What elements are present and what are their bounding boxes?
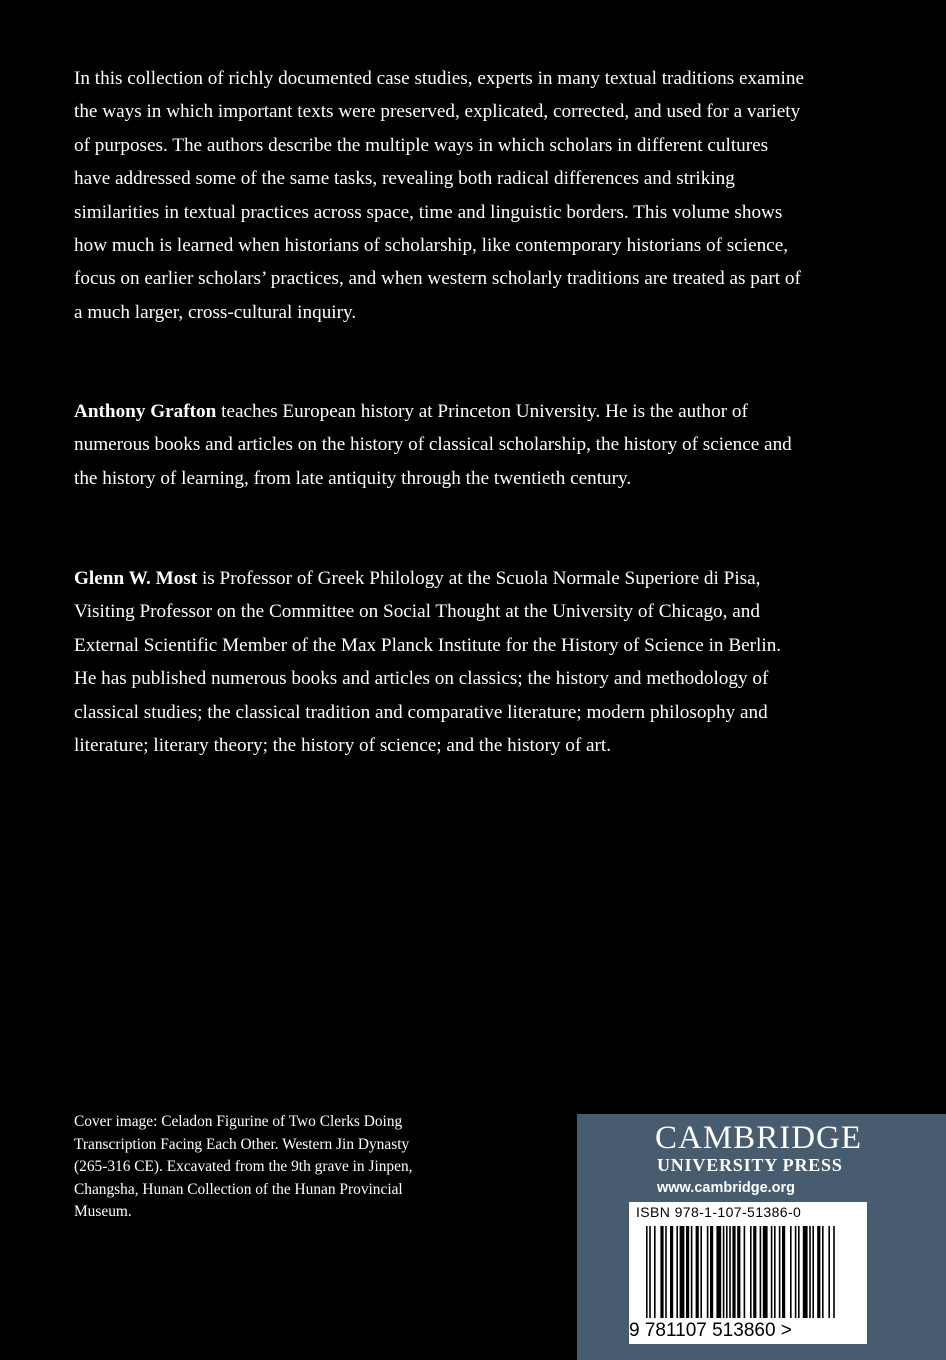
barcode-bar [646, 1226, 648, 1318]
author-name-grafton: Anthony Grafton [74, 401, 217, 422]
barcode-bar [670, 1226, 673, 1318]
barcode-bar [779, 1226, 781, 1318]
barcode-bar [753, 1226, 756, 1318]
barcode-bar [750, 1226, 752, 1318]
barcode-bar [686, 1226, 689, 1318]
barcode-bar [723, 1226, 725, 1318]
author-name-most: Glenn W. Most [74, 568, 198, 589]
isbn-label: ISBN 978-1-107-51386-0 [636, 1204, 802, 1220]
barcode-bar [665, 1226, 667, 1318]
barcode-bar [729, 1226, 731, 1318]
barcode-bar [676, 1226, 678, 1318]
barcode-bar [726, 1226, 728, 1318]
barcode-digit-text: 9 781107 513860 > [629, 1320, 792, 1341]
barcode-box [629, 1202, 867, 1344]
barcode-bar [696, 1226, 699, 1318]
cover-image-credit: Cover image: Celadon Figurine of Two Clerks Doing Transcription Facing Each Other. Western Jin Dynasty (265-316 CE). Excavated from the 9th grave in Jinpen, Changsha, Hunan Collection of the Hunan Provincial Museum. [74, 1113, 413, 1221]
barcode-bar [812, 1226, 814, 1318]
barcode-bar [798, 1226, 800, 1318]
barcode-bar [654, 1226, 656, 1318]
barcode-bar [790, 1226, 792, 1318]
publisher-logo-name: CAMBRIDGE [655, 1120, 863, 1156]
publisher-website: www.cambridge.org [657, 1180, 796, 1196]
barcode-bar [707, 1226, 709, 1318]
barcode-bar [809, 1226, 811, 1318]
barcode-bar [828, 1226, 830, 1318]
barcode-bar [803, 1226, 808, 1318]
barcode-bar [710, 1226, 713, 1318]
publisher-logo-subname: UNIVERSITY PRESS [657, 1155, 843, 1175]
barcode-bar [691, 1226, 693, 1318]
barcode-bar [700, 1226, 702, 1318]
barcode-bar [732, 1226, 735, 1318]
barcode-bar [817, 1226, 820, 1318]
author-bio-grafton [74, 395, 804, 495]
publisher-panel [577, 1114, 946, 1360]
book-description: In this collection of richly documented case studies, experts in many textual traditions examine the ways in which important texts were preserved, explicated, corrected, and used for a variety of purposes. The authors describe the multiple ways in which scholars in different cultures have addressed some of the same tasks, revealing both radical differences and striking similarities in textual practices across space, time and linguistic borders. This volume shows how much is learned when historians of scholarship, like contemporary historians of science, focus on earlier scholars’ practices, and when western scholarly traditions are treated as part of a much larger, cross-cultural inquiry. [74, 68, 804, 323]
author-bio-most [74, 562, 804, 762]
barcode-bar [774, 1226, 776, 1318]
barcode-bar [833, 1226, 835, 1318]
barcode-bar [660, 1226, 663, 1318]
barcode-bar [795, 1226, 797, 1318]
barcode-bar [771, 1226, 773, 1318]
barcode-bar [760, 1226, 762, 1318]
barcode-bar [716, 1226, 721, 1318]
barcode-bar [744, 1226, 746, 1318]
barcode-bar [763, 1226, 768, 1318]
author-bio-text-most: is Professor of Greek Philology at the Scuola Normale Superiore di Pisa, Visiting Professor on the Committee on Social Thought at the University of Chicago, and External Scientific Member of the Max Planck Institute for the History of Science in Berlin. He has published numerous books and articles on classics; the history and methodology of classical studies; the classical tradition and comparative literature; modern philosophy and literature; literary theory; the history of science; and the history of art. [74, 568, 782, 757]
barcode-bar [649, 1226, 651, 1318]
barcode-digits [629, 1320, 792, 1342]
barcode-bar [680, 1226, 685, 1318]
barcode-bar [822, 1226, 824, 1318]
barcode-bar [782, 1226, 785, 1318]
barcode-bar [737, 1226, 740, 1318]
author-bio-text-grafton: teaches European history at Princeton University. He is the author of numerous books and articles on the history of classical scholarship, the history of science and the history of learning, from late antiquity through the twentieth century. [74, 401, 792, 489]
